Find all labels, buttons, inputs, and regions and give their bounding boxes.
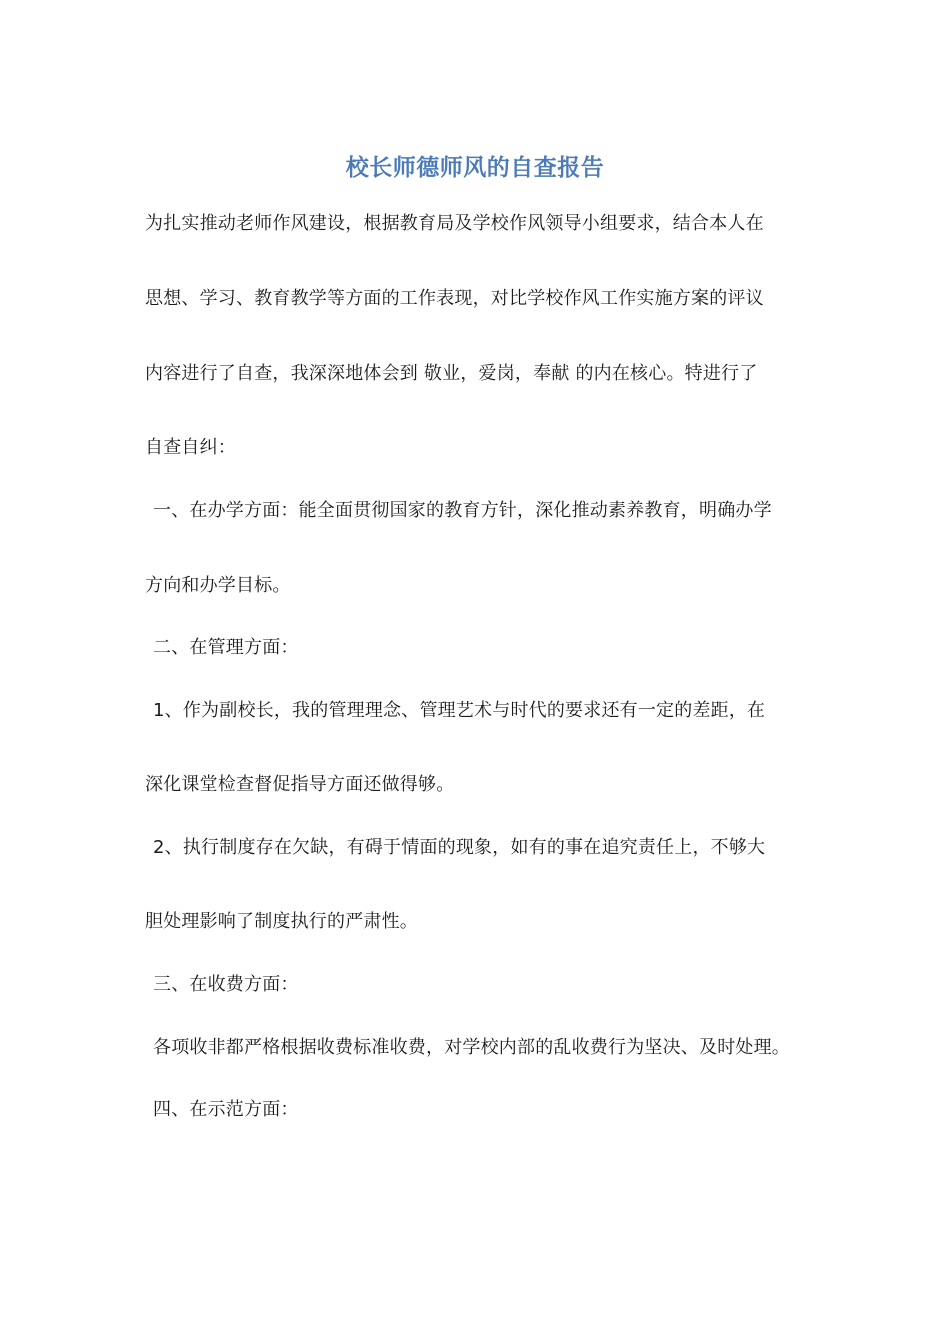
section-heading: 二、在管理方面： <box>153 637 299 658</box>
section-heading: 三、在收费方面： <box>153 974 299 995</box>
document-title: 校长师德师风的自查报告 <box>345 155 605 181</box>
paragraph-line: 为扎实推动老师作风建设，根据教育局及学校作风领导小组要求，结合本人在 <box>145 213 764 234</box>
section-heading: 四、在示范方面： <box>153 1099 299 1120</box>
paragraph-line: 内容进行了自查，我深深地体会到 敬业，爱岗，奉献 的内在核心。特进行了 <box>145 363 758 384</box>
paragraph-line: 深化课堂检查督促指导方面还做得够。 <box>145 774 455 795</box>
paragraph-line: 思想、学习、教育教学等方面的工作表现，对比学校作风工作实施方案的评议 <box>145 288 764 309</box>
paragraph-line: 方向和办学目标。 <box>145 575 291 596</box>
paragraph-line: 各项收非都严格根据收费标准收费，对学校内部的乱收费行为坚决、及时处理。 <box>153 1037 790 1058</box>
paragraph-line: 胆处理影响了制度执行的严肃性。 <box>145 911 418 932</box>
section-heading-line: 一、在办学方面：能全面贯彻国家的教育方针，深化推动素养教育，明确办学 <box>153 500 772 521</box>
paragraph-line: 自查自纠： <box>145 437 236 458</box>
numbered-item-line: 2、执行制度存在欠缺，有碍于情面的现象，如有的事在追究责任上，不够大 <box>153 837 766 858</box>
numbered-item-line: 1、作为副校长，我的管理理念、管理艺术与时代的要求还有一定的差距，在 <box>153 700 766 721</box>
